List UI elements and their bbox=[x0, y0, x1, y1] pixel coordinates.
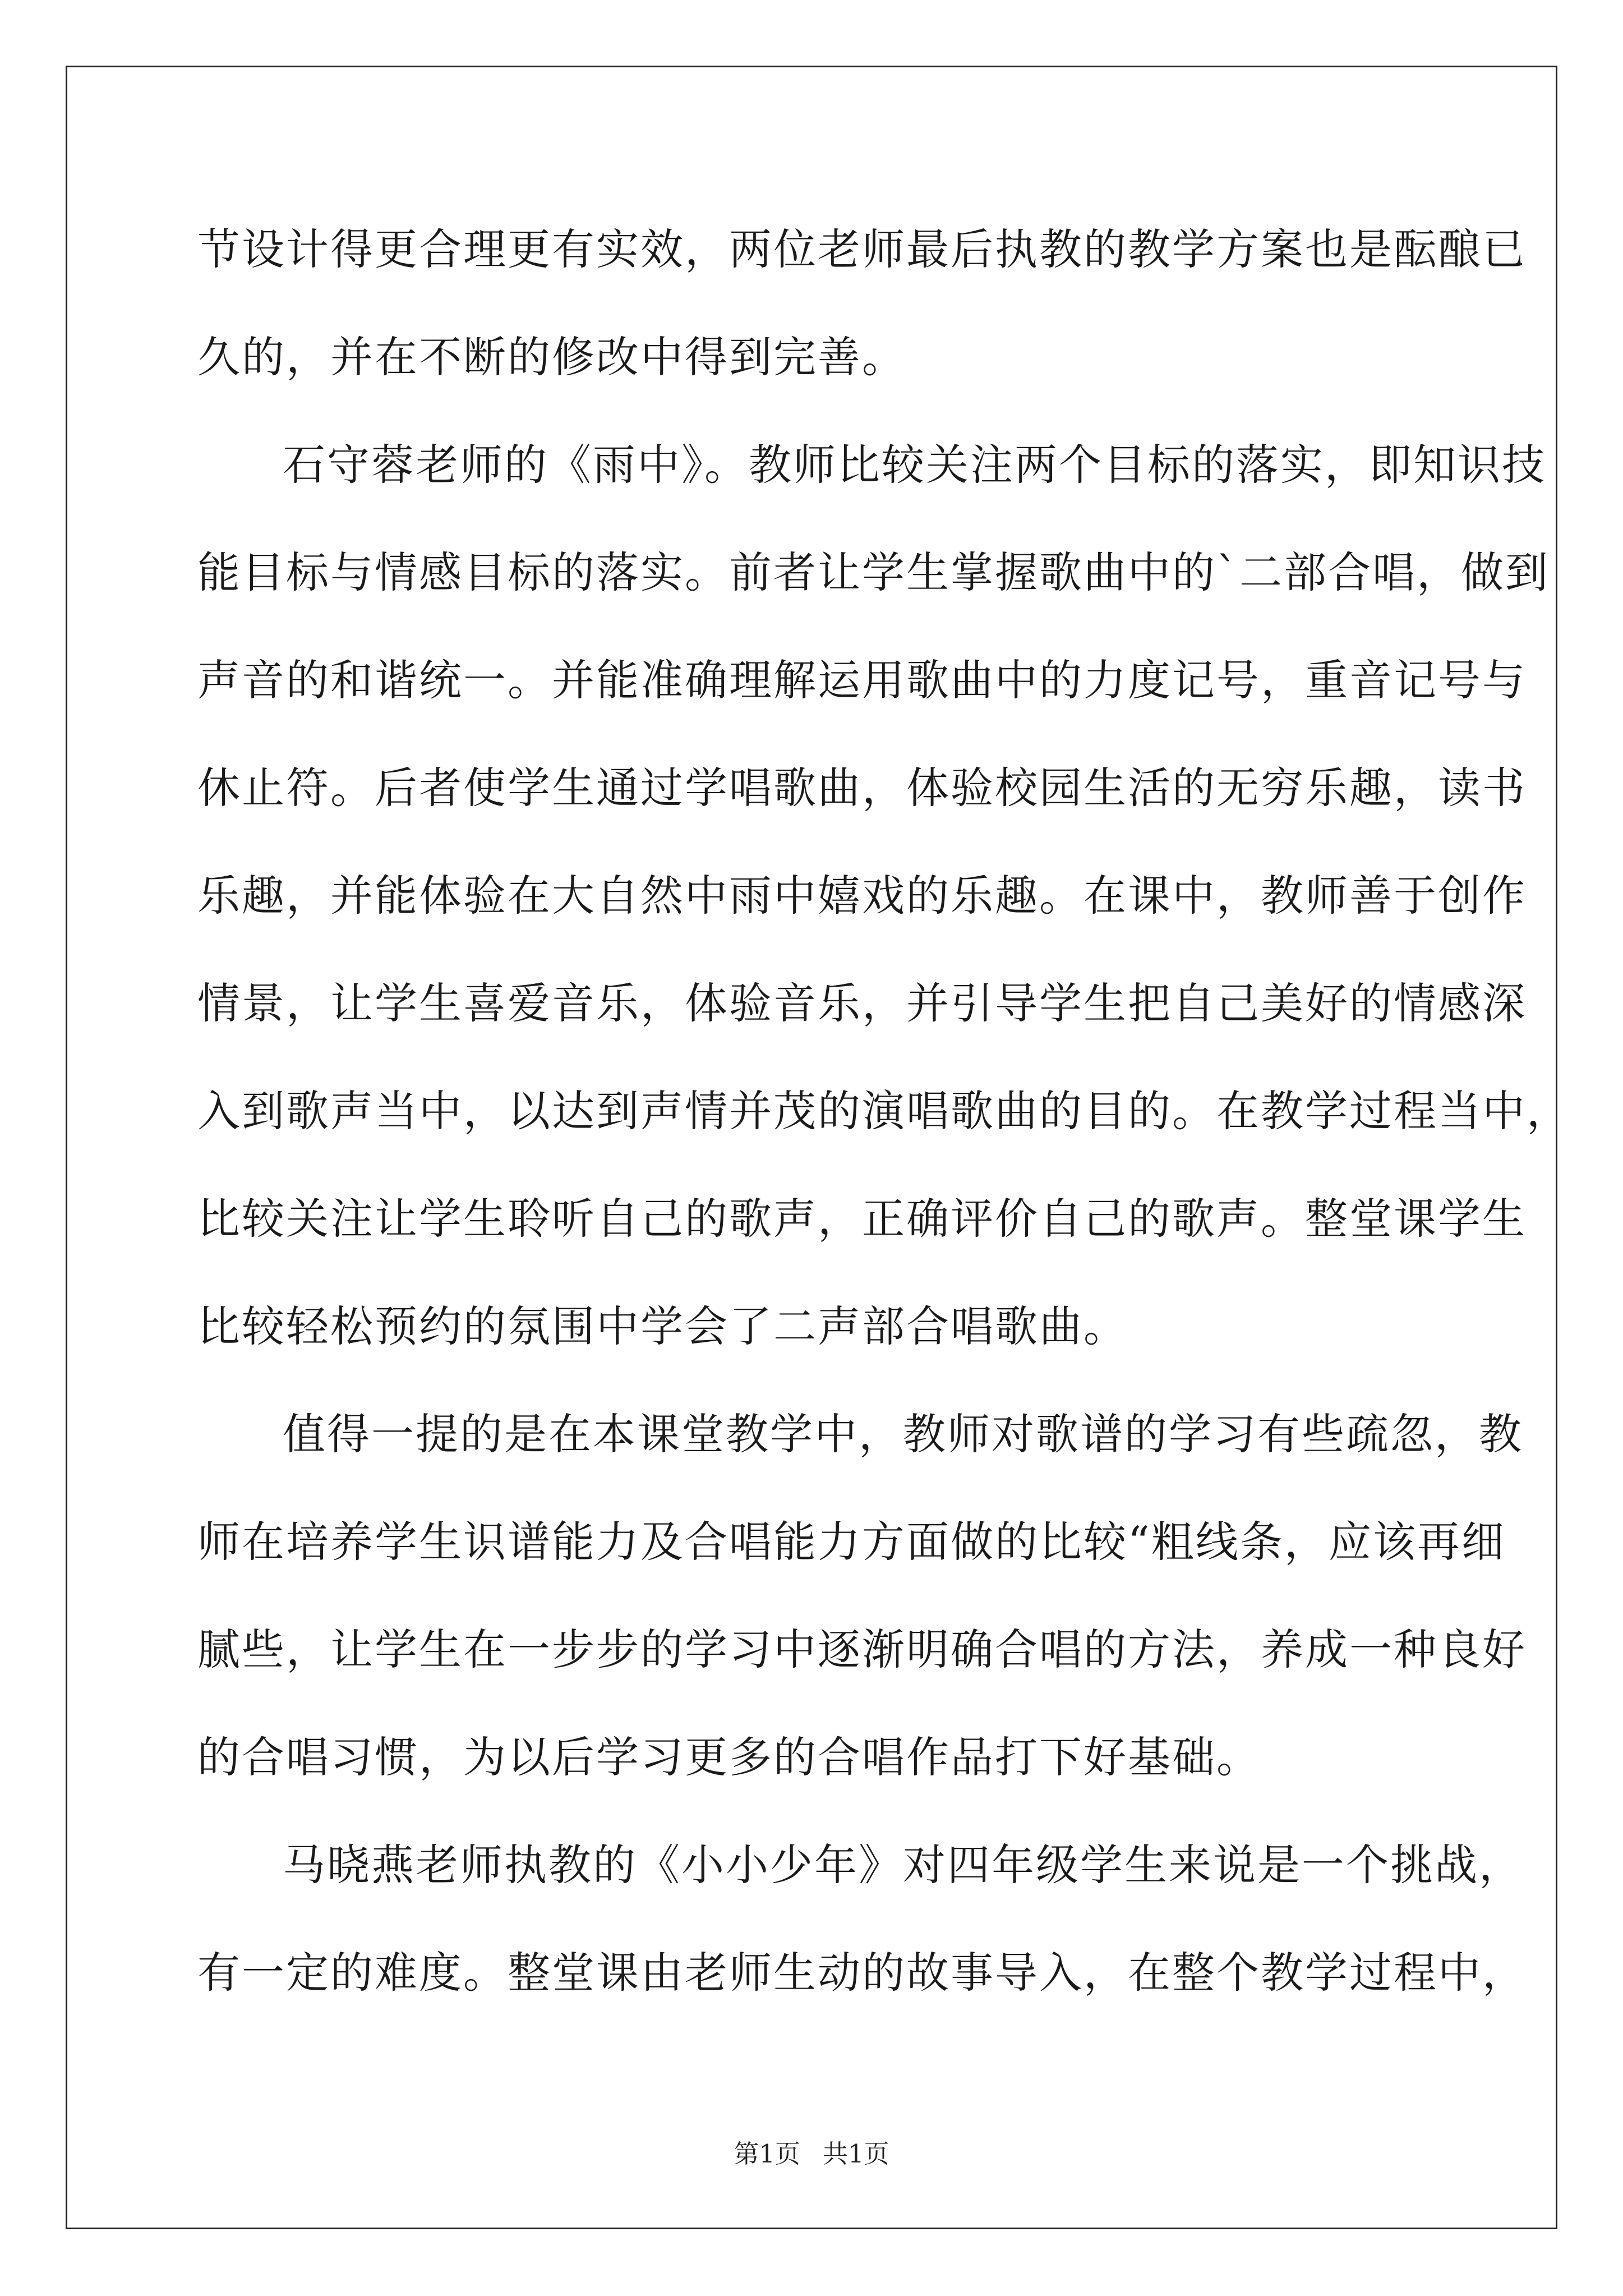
paragraph-start-line: 马晓燕老师执教的《小小少年》对四年级学生来说是一个挑战， bbox=[283, 1840, 1523, 1890]
text-line: 比较轻松预约的氛围中学会了二声部合唱歌曲。 bbox=[197, 1301, 1128, 1351]
paragraph-start-line: 石守蓉老师的《雨中》。教师比较关注两个目标的落实，即知识技 bbox=[283, 440, 1546, 490]
page-total: 共1页 bbox=[823, 2139, 889, 2169]
text-line: 的合唱习惯，为以后学习更多的合唱作品打下好基础。 bbox=[197, 1732, 1261, 1782]
paragraph-start-line: 值得一提的是在本课堂教学中，教师对歌谱的学习有些疏忽，教 bbox=[283, 1409, 1523, 1459]
text-line: 乐趣，并能体验在大自然中雨中嬉戏的乐趣。在课中，教师善于创作 bbox=[197, 871, 1527, 921]
text-line: 能目标与情感目标的落实。前者让学生掌握歌曲中的`二部合唱，做到 bbox=[197, 547, 1550, 597]
document-body bbox=[197, 208, 1571, 2039]
text-line: 节设计得更合理更有实效，两位老师最后执教的教学方案也是酝酿已 bbox=[197, 224, 1527, 274]
text-line: 休止符。后者使学生通过学唱歌曲，体验校园生活的无穷乐趣，读书 bbox=[197, 763, 1527, 813]
text-line: 声音的和谐统一。并能准确理解运用歌曲中的力度记号，重音记号与 bbox=[197, 655, 1527, 705]
text-line: 入到歌声当中，以达到声情并茂的演唱歌曲的目的。在教学过程当中， bbox=[197, 1086, 1571, 1136]
text-line: 腻些，让学生在一步步的学习中逐渐明确合唱的方法，养成一种良好 bbox=[197, 1625, 1527, 1674]
text-line: 师在培养学生识谱能力及合唱能力方面做的比较“粗线条，应该再细 bbox=[197, 1517, 1506, 1567]
page-footer bbox=[0, 2137, 1623, 2171]
text-line: 比较关注让学生聆听自己的歌声，正确评价自己的歌声。整堂课学生 bbox=[197, 1194, 1527, 1244]
page-number: 第1页 bbox=[734, 2139, 800, 2169]
text-line: 有一定的难度。整堂课由老师生动的故事导入，在整个教学过程中， bbox=[197, 1948, 1527, 1998]
text-line: 久的，并在不断的修改中得到完善。 bbox=[197, 332, 906, 382]
text-line: 情景，让学生喜爱音乐，体验音乐，并引导学生把自己美好的情感深 bbox=[197, 978, 1527, 1028]
